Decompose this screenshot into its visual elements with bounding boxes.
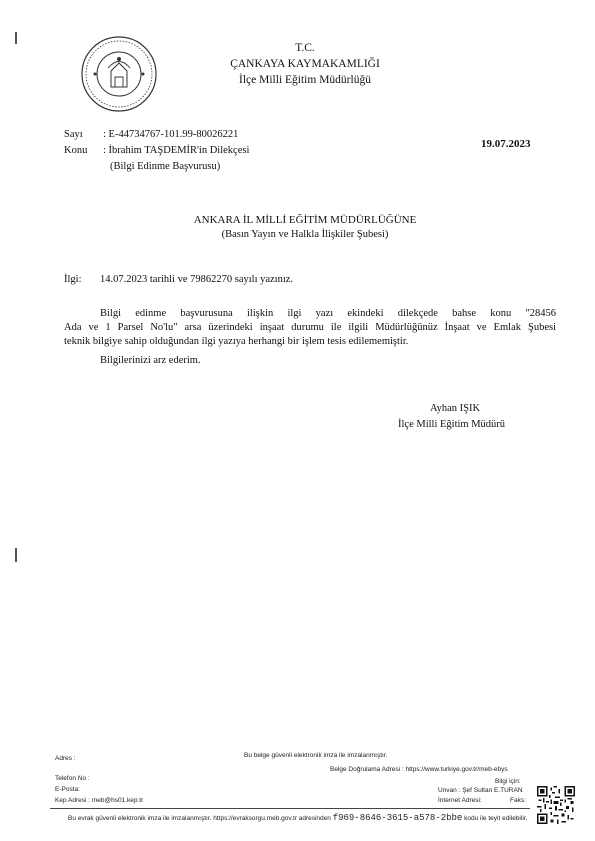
footer-divider	[50, 808, 530, 809]
signer-title: İlçe Milli Eğitim Müdürü	[398, 419, 506, 430]
footer-bilgi-icin: Bilgi için:	[495, 778, 521, 785]
meb-seal-icon	[80, 35, 158, 113]
recipient-name: ANKARA İL MİLLİ EĞİTİM MÜDÜRLÜĞÜNE	[193, 214, 417, 226]
header-kaymakamlik: ÇANKAYA KAYMAKAMLIĞI	[230, 58, 380, 70]
closing-line: Bilgilerinizi arz ederim.	[100, 355, 201, 366]
recipient-unit: (Basın Yayın ve Halkla İlişkiler Şubesi)	[221, 229, 389, 240]
ilgi-text: 14.07.2023 tarihli ve 79862270 sayılı yazınız.	[100, 274, 294, 285]
body-line-3: teknik bilgiye sahip olduğundan ilgi yazıya herhangi bir işlem tesis edilememiştir.	[64, 336, 409, 347]
footer-kep: Kep Adresi : meb@hs01.kep.tr	[55, 797, 144, 804]
footer-faks: Faks:	[510, 797, 526, 804]
konu-label: Konu	[64, 145, 88, 156]
footer-telefon: Telefon No :	[55, 775, 90, 782]
scan-mark-bottom	[15, 548, 17, 562]
footer-bottom-line	[68, 813, 527, 823]
footer-bottom-text: Bu evrak güvenli elektronik imza ile imzalanmıştır. https://evraksorgu.meb.gov.tr adresinden	[68, 815, 331, 822]
body-line-2: Ada ve 1 Parsel No'lu" arsa üzerindeki inşaat durumu ile ilgili Müdürlüğünüz İnşaat ve Emlak Şubesi	[64, 322, 556, 333]
footer-bottom-suffix: kodu ile teyit edilebilir.	[464, 815, 528, 822]
document-date: 19.07.2023	[481, 138, 531, 150]
konu-subtitle: (Bilgi Edinme Başvurusu)	[110, 161, 221, 172]
sayi-label: Sayı	[64, 129, 83, 140]
signer-name: Ayhan IŞIK	[430, 403, 481, 414]
qr-code-icon	[537, 786, 575, 824]
header-tc: T.C.	[295, 42, 315, 54]
verification-code: f969-8646-3615-a578-2bbe	[332, 813, 463, 823]
sayi-value: : E-44734767-101.99-80026221	[103, 129, 239, 140]
ilgi-label: İlgi:	[64, 274, 82, 285]
konu-value: : İbrahim TAŞDEMİR'in Dilekçesi	[103, 145, 250, 156]
header-mudurluk: İlçe Milli Eğitim Müdürlüğü	[239, 74, 371, 86]
body-paragraph	[64, 307, 556, 349]
footer-verify-url: Belge Doğrulama Adresi : https://www.turkiye.gov.tr/meb-ebys	[330, 766, 508, 773]
footer-secure-note: Bu belge güvenli elektronik imza ile imzalanmıştır.	[244, 752, 388, 759]
footer-unvan: Unvan : Şef Sultan E.TURAN	[438, 787, 523, 794]
footer-adres: Adres :	[55, 755, 76, 762]
footer-internet: İnternet Adresi:	[438, 797, 482, 804]
body-line-1: Bilgi edinme başvurusuna ilişkin ilgi yazı ekindeki dilekçede bahse konu "28456	[100, 308, 556, 319]
footer-eposta: E-Posta:	[55, 786, 80, 793]
scan-mark-top	[15, 32, 17, 44]
